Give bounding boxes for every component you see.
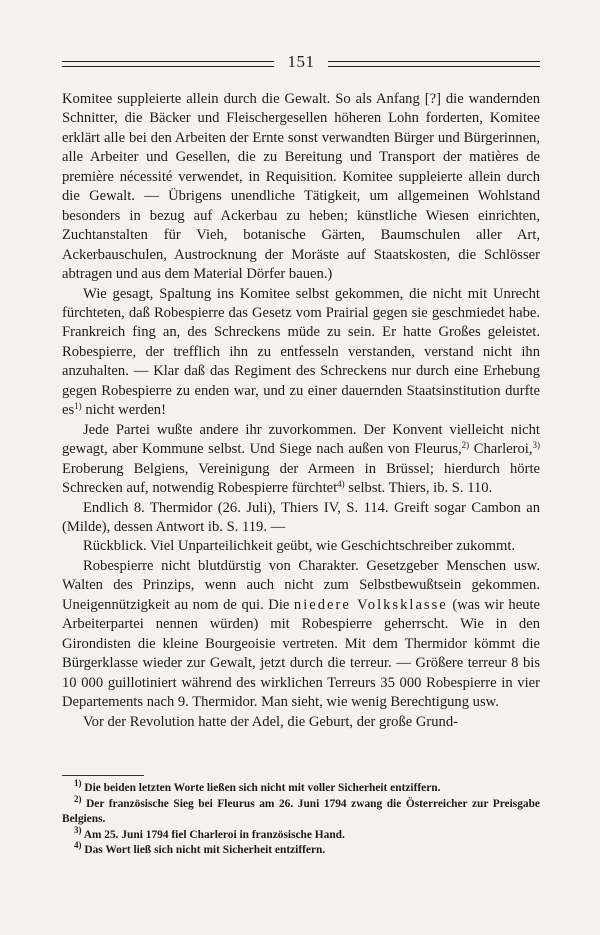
footnote-ref: 2) (461, 440, 470, 451)
footnote: $^{3)}$ Am 25. Juni 1794 fiel Charleroi in französische Hand. (74, 824, 345, 841)
main-text (62, 90, 540, 732)
footnote-mark: 2) (74, 793, 82, 804)
footnote-mark: 1) (74, 778, 82, 788)
footnotes (62, 778, 540, 859)
paragraph: Endlich 8. Thermidor (26. Juli), Thiers IV, S. 114. Greift sogar Cambon an (Milde), dessen Antwort ib. S. 119. — (62, 499, 540, 535)
footnote: $^{1)}$ Die beiden letzten Worte ließen sich nicht mit voller Sicherheit entziffern. (74, 778, 441, 794)
paragraph: Robespierre nicht blutdürstig von Charakter. Gesetzgeber Menschen usw. Walten des Prinzips, wenn auch nicht zum Selbstbewußtsein gekommen. Uneigennützigkeit au nom de qui. Die niedere Volksklasse (was wir heute Arbeiterpartei nennen würden) mit Robespierre geherrscht. Wie in den Girondisten die kleine Bourgeoisie vertreten. Mit dem Thermidor kömmt die Bürgerklasse wieder zur Gewalt, jetzt durch die terreur. — Größere terreur 8 bis 10 000 guillotiniert während des wirklichen Terreurs 35 000 Robespierre in vier Departements nach 9. Thermidor. Man sieht, wie wenig Berechtigung usw. (62, 557, 541, 711)
footnote-mark: 4) (74, 840, 82, 851)
header-rule-right (328, 61, 540, 67)
paragraph: Vor der Revolution hatte der Adel, die Geburt, der große Grund- (83, 713, 459, 730)
footnote-rule (62, 775, 144, 776)
footnote-mark: 3) (74, 824, 82, 835)
footnote-ref: 4) (337, 479, 345, 490)
page-number: 151 (287, 52, 315, 71)
footnote-ref: 3) (532, 440, 540, 451)
footnote-ref: 1) (74, 401, 82, 412)
paragraph: Rückblick. Viel Unparteilichkeit geübt, wie Geschichtschreiber zukommt. (83, 538, 516, 555)
footnote: $^{4)}$ Das Wort ließ sich nicht mit Sicherheit entziffern. (74, 840, 326, 857)
paragraph: Jede Partei wußte andere ihr zuvorkommen. Der Konvent vielleicht nicht gewagt, aber Kommune selbst. Und Siege nach außen von Fleurus,$^{2)}$ Charleroi,$^{3)}$ Eroberung Belgiens, Vereinigung der Armeen in Brüssel; hierdurch hörte Schrecken auf, notwendig Robespierre fürchtet$^{4)}$ selbst. Thiers, ib. S. 110. (62, 421, 540, 497)
spaced-emphasis: niedere Volksklasse (293, 596, 448, 613)
footnote: $^{2)}$ Der französische Sieg bei Fleurus am 26. Juni 1794 zwang die Österreicher zur Preisgabe Belgiens. (62, 793, 540, 826)
paragraph: Wie gesagt, Spaltung ins Komitee selbst gekommen, die nicht mit Unrecht fürchteten, daß Robespierre das Gesetz vom Prairial gegen sie geschmiedet habe. Frankreich fing an, des Schreckens müde zu sein. Er hatte Großes geleistet. Robespierre, der trefflich ihn zu entfesseln verstanden, verstand nicht ihn anzuhalten. — Klar daß das Regiment des Schreckens nur durch eine Erhebung gegen Robespierre zu enden war, und zu einer dauernden Staatsinstitution durfte $es^{1)}$ nicht werden! (62, 285, 540, 419)
paragraph: Komitee suppleierte allein durch die Gewalt. So als Anfang [?] die wandernden Schnitter, die Bäcker und Fleischergesellen höheren Lohn forderten, Komitee erklärt alle bei den Arbeiten der Ernte sonst verwandten Bürger und Bürgerinnen, alle Arbeiter und Gesellen, die zu Bereitung und Transport der matières de première nécessité verwendet, in Requisition. Komitee suppleierte allein durch die Gewalt. — Übrigens unendliche Tätigkeit, um allgemeinen Wohlstand besonders in bezug auf Ackerbau zu heben; künstliche Wiesen einrichten, Zuchtanstalten für Vieh, botanische Gärten, Baumschulen aller Art, Ackerbauschulen, Austrocknung der Moräste auf Staatskosten, die Schlösser abtragen und aus dem Material Dörfer bauen.) (62, 91, 540, 283)
page-header (62, 52, 540, 74)
